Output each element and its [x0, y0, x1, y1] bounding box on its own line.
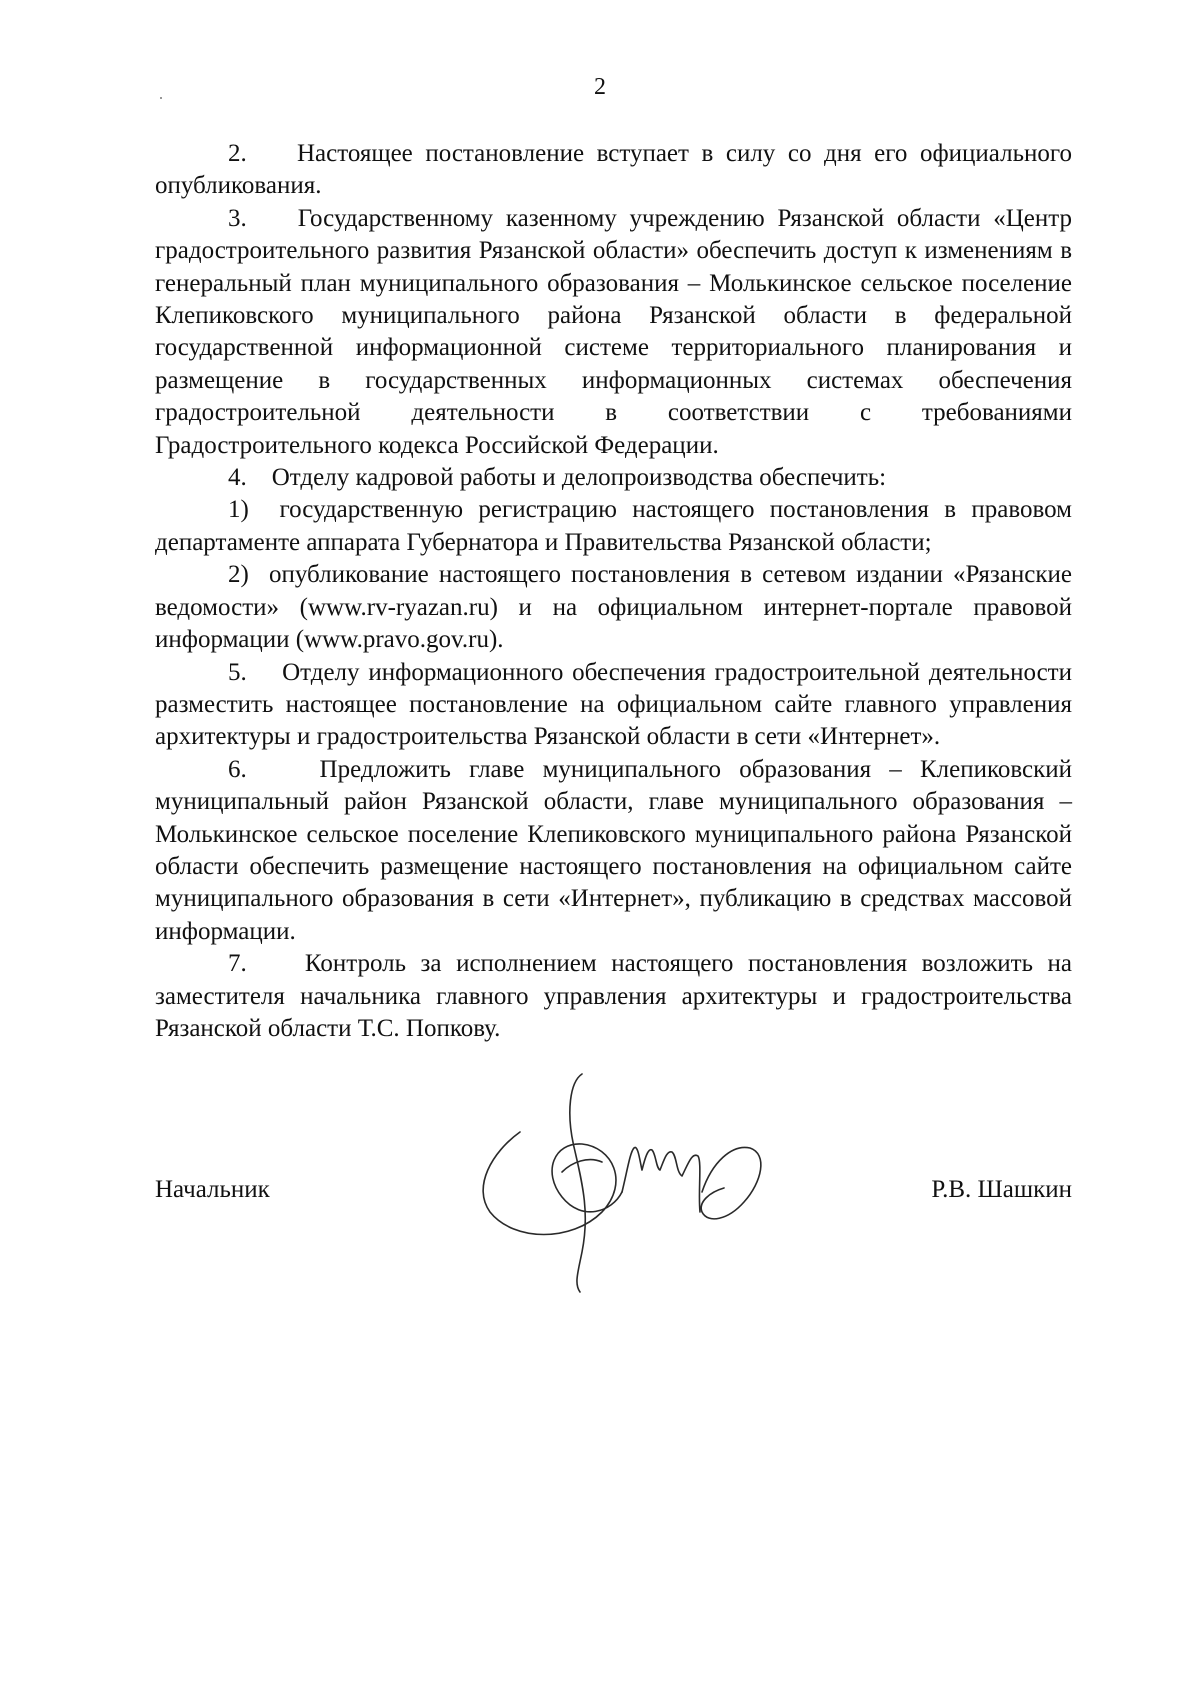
scan-speck	[160, 97, 162, 99]
paragraph-5: 5. Отделу информационного обеспечения градостроительной деятельности разместить настоящее постановление на официальном сайте главного управления архитектуры и градостроительства Рязанской области в сети «Интернет».	[155, 658, 1072, 751]
paragraph-7: 7. Контроль за исполнением настоящего постановления возложить на заместителя начальника главного управления архитектуры и градостроительства Рязанской области Т.С. Попкову.	[155, 950, 1072, 1042]
paragraph-4-item-1: 1) государственную регистрацию настоящего постановления в правовом департаменте аппарата Губернатора и Правительства Рязанской области;	[155, 496, 1072, 556]
page-number: 2	[594, 74, 606, 100]
paragraph-4: 4. Отделу кадровой работы и делопроизводства обеспечить:	[228, 464, 887, 492]
paragraph-4-item-2: 2) опубликование настоящего постановления в сетевом издании «Рязанские ведомости» (www.rv-ryazan.ru) и на официальном интернет-портале правовой информации (www.pravo.gov.ru).	[155, 561, 1072, 654]
signatory-title: Начальник	[155, 1176, 270, 1203]
signatory-name: Р.В. Шашкин	[931, 1176, 1072, 1203]
paragraph-6: 6. Предложить главе муниципального образования – Клепиковский муниципальный район Рязанской области, главе муниципального образования – Молькинское сельское поселение Клепиковского муниципального района Рязанской области обеспечить размещение настоящего постановления на официальном сайте муниципального образования в сети «Интернет», публикацию в средствах массовой информации.	[155, 755, 1072, 945]
document-body	[155, 138, 1072, 1045]
paragraph-3: 3. Государственному казенному учреждению Рязанской области «Центр градостроительного развития Рязанской области» обеспечить доступ к изменениям в генеральный план муниципального образования – Молькинское сельское поселение Клепиковского муниципального района Рязанской области в федеральной государственной информационной системе территориального планирования и размещение в государственных информационных системах обеспечения градостроительной деятельности в соответствии с требованиями Градостроительного кодекса Российской Федерации.	[155, 204, 1072, 459]
handwritten-signature	[462, 1052, 802, 1297]
paragraph-2: 2. Настоящее постановление вступает в силу со дня его официального опубликования.	[155, 140, 1072, 200]
